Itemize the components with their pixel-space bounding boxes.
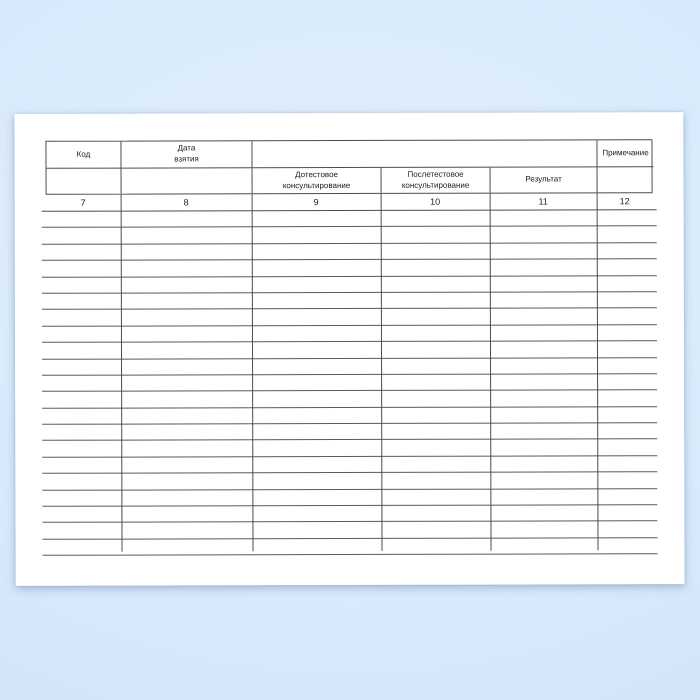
empty-record-row (42, 292, 657, 310)
empty-record-row (42, 374, 657, 392)
empty-record-row (42, 522, 657, 540)
table-header (45, 139, 652, 195)
empty-record-row (42, 407, 657, 425)
journal-table (45, 139, 653, 556)
empty-record-row (42, 276, 657, 294)
empty-record-row (42, 227, 657, 245)
empty-record-row (42, 472, 657, 490)
empty-record-row (42, 243, 657, 261)
empty-record-row (42, 341, 657, 359)
header-cell-date-taken: Дата взятия (121, 141, 252, 168)
empty-record-row (42, 505, 657, 523)
column-number-9: 9 (313, 197, 319, 208)
header-cell-code-blank (47, 169, 122, 194)
empty-record-row (42, 325, 657, 343)
empty-record-row (42, 538, 657, 556)
empty-record-row (42, 390, 657, 408)
empty-record-row (42, 440, 657, 458)
empty-record-row (42, 358, 657, 376)
column-number-12: 12 (619, 196, 630, 207)
table-grid (42, 193, 658, 556)
header-cell-group-blank (252, 140, 597, 168)
empty-record-row (42, 456, 657, 474)
header-cell-code: Код (46, 142, 121, 169)
column-number-row (42, 193, 657, 212)
header-cell-date-blank (122, 168, 253, 193)
header-cell-result: Результат (491, 167, 598, 192)
empty-record-row (42, 309, 657, 327)
column-number-10: 10 (430, 196, 441, 207)
empty-record-row (42, 259, 657, 277)
table-body (42, 210, 658, 556)
column-number-7: 7 (80, 197, 86, 208)
header-cell-note-blank (598, 167, 654, 192)
header-cell-pretest-counseling: Дотестовое консультирование (253, 168, 382, 193)
header-cell-posttest-counseling: Послетестовое консультирование (382, 168, 491, 193)
column-number-8: 8 (183, 197, 189, 208)
header-cell-note: Примечание (597, 140, 653, 167)
empty-record-row (42, 423, 657, 441)
empty-record-row (42, 489, 657, 507)
empty-record-row (42, 210, 657, 228)
document-page (14, 112, 684, 586)
column-number-11: 11 (538, 196, 548, 207)
